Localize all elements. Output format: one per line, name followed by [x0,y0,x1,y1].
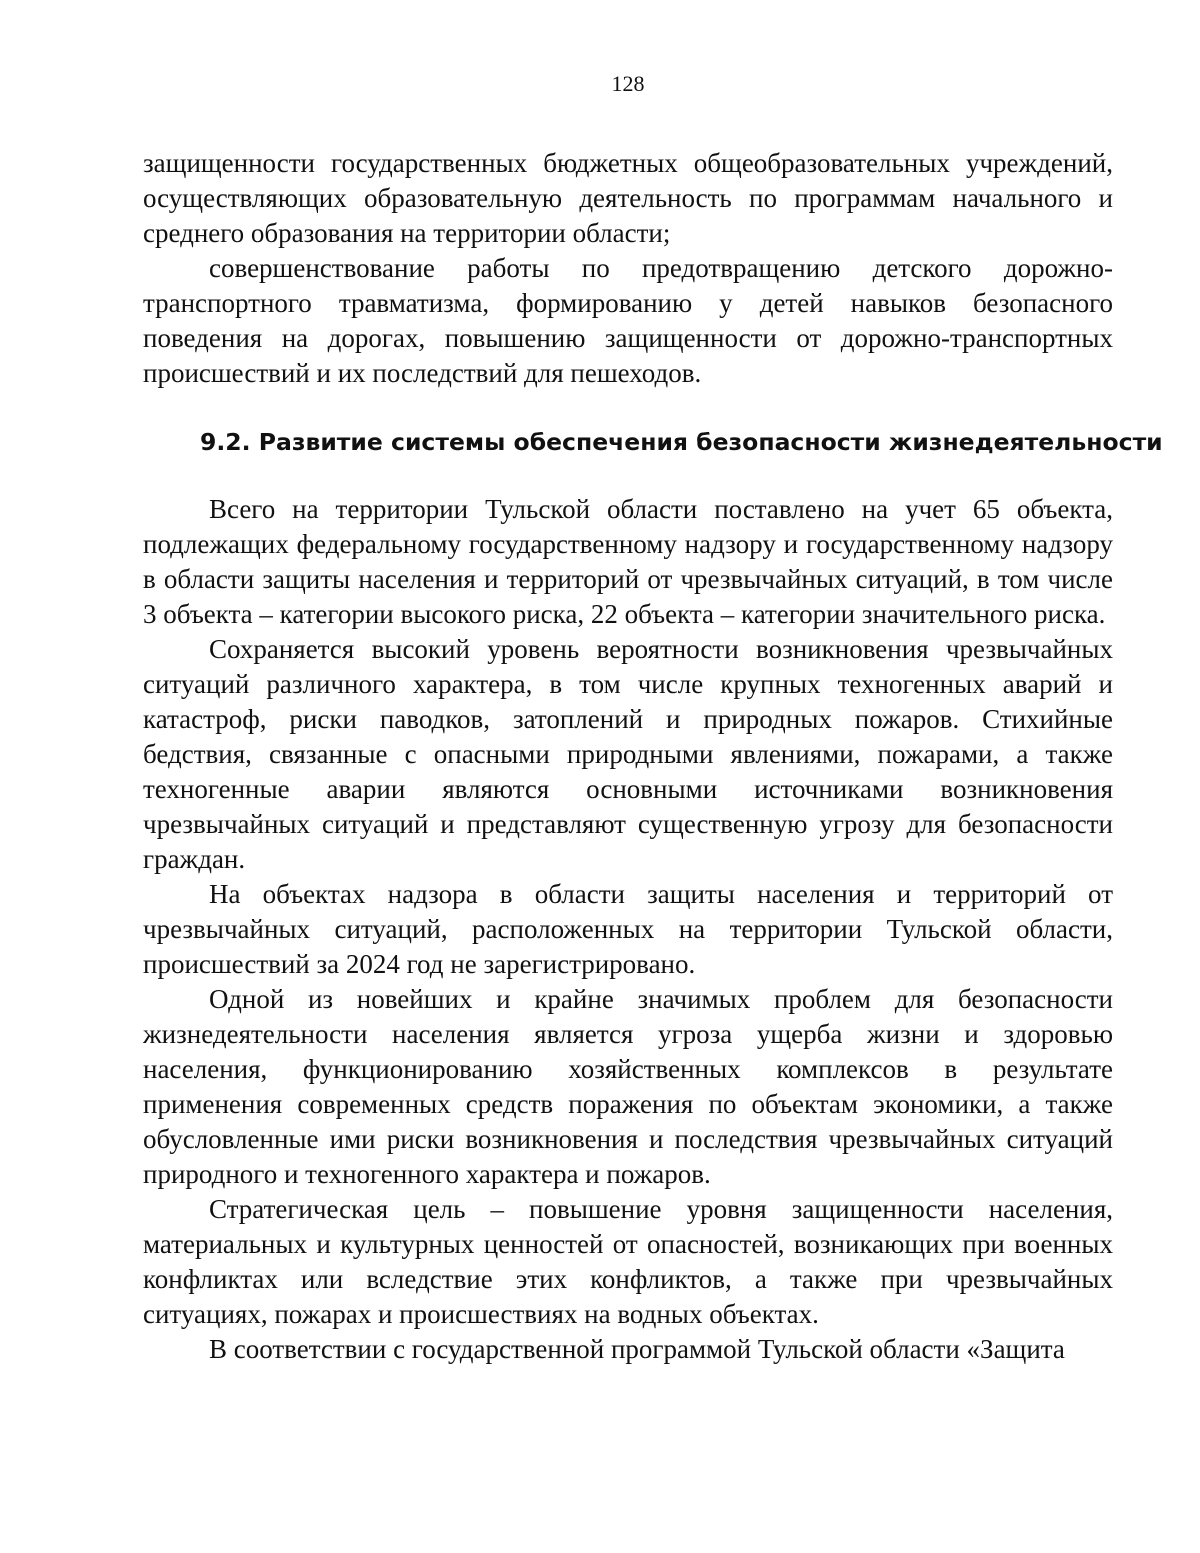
section-heading: 9.2. Развитие системы обеспечения безопасности жизнедеятельности [200,428,1163,456]
document-body [143,146,1163,1367]
page-number: 128 [611,71,645,96]
paragraph: Сохраняется высокий уровень вероятности возникновения чрезвычайных ситуаций различного характера, в том числе крупных техногенных аварий и катастроф, риски паводков, затоплений и природных пожаров. Стихийные бедствия, связанные с опасными природными явлениями, пожарами, а также техногенные аварии являются основными источниками возникновения чрезвычайных ситуаций и представляют существенную угрозу для безопасности граждан. [143,634,1113,874]
paragraph-truncated: В соответствии с государственной программой Тульской области «Защита [209,1334,1065,1364]
paragraph: Стратегическая цель – повышение уровня защищенности населения, материальных и культурных ценностей от опасностей, возникающих при военных конфликтах или вследствие этих конфликтов, а также при чрезвычайных ситуациях, пожарах и происшествиях на водных объектах. [143,1194,1113,1329]
paragraph-continuation: защищенности государственных бюджетных общеобразовательных учреждений, осуществляющих образовательную деятельность по программам начального и среднего образования на территории области; [143,148,1113,248]
paragraph: На объектах надзора в области защиты населения и территорий от чрезвычайных ситуаций, расположенных на территории Тульской области, происшествий за 2024 год не зарегистрировано. [143,879,1113,979]
paragraph: совершенствование работы по предотвращению детского дорожно-транспортного травматизма, формированию у детей навыков безопасного поведения на дорогах, повышению защищенности от дорожно-транспортных происшествий и их последствий для пешеходов. [143,253,1113,388]
paragraph: Всего на территории Тульской области поставлено на учет 65 объекта, подлежащих федеральному государственному надзору и государственному надзору в области защиты населения и территорий от чрезвычайных ситуаций, в том числе 3 объекта – категории высокого риска, 22 объекта – категории значительного риска. [143,494,1113,629]
paragraph: Одной из новейших и крайне значимых проблем для безопасности жизнедеятельности населения является угроза ущерба жизни и здоровью населения, функционированию хозяйственных комплексов в результате применения современных средств поражения по объектам экономики, а также обусловленные ими риски возникновения и последствия чрезвычайных ситуаций природного и техногенного характера и пожаров. [143,984,1113,1189]
